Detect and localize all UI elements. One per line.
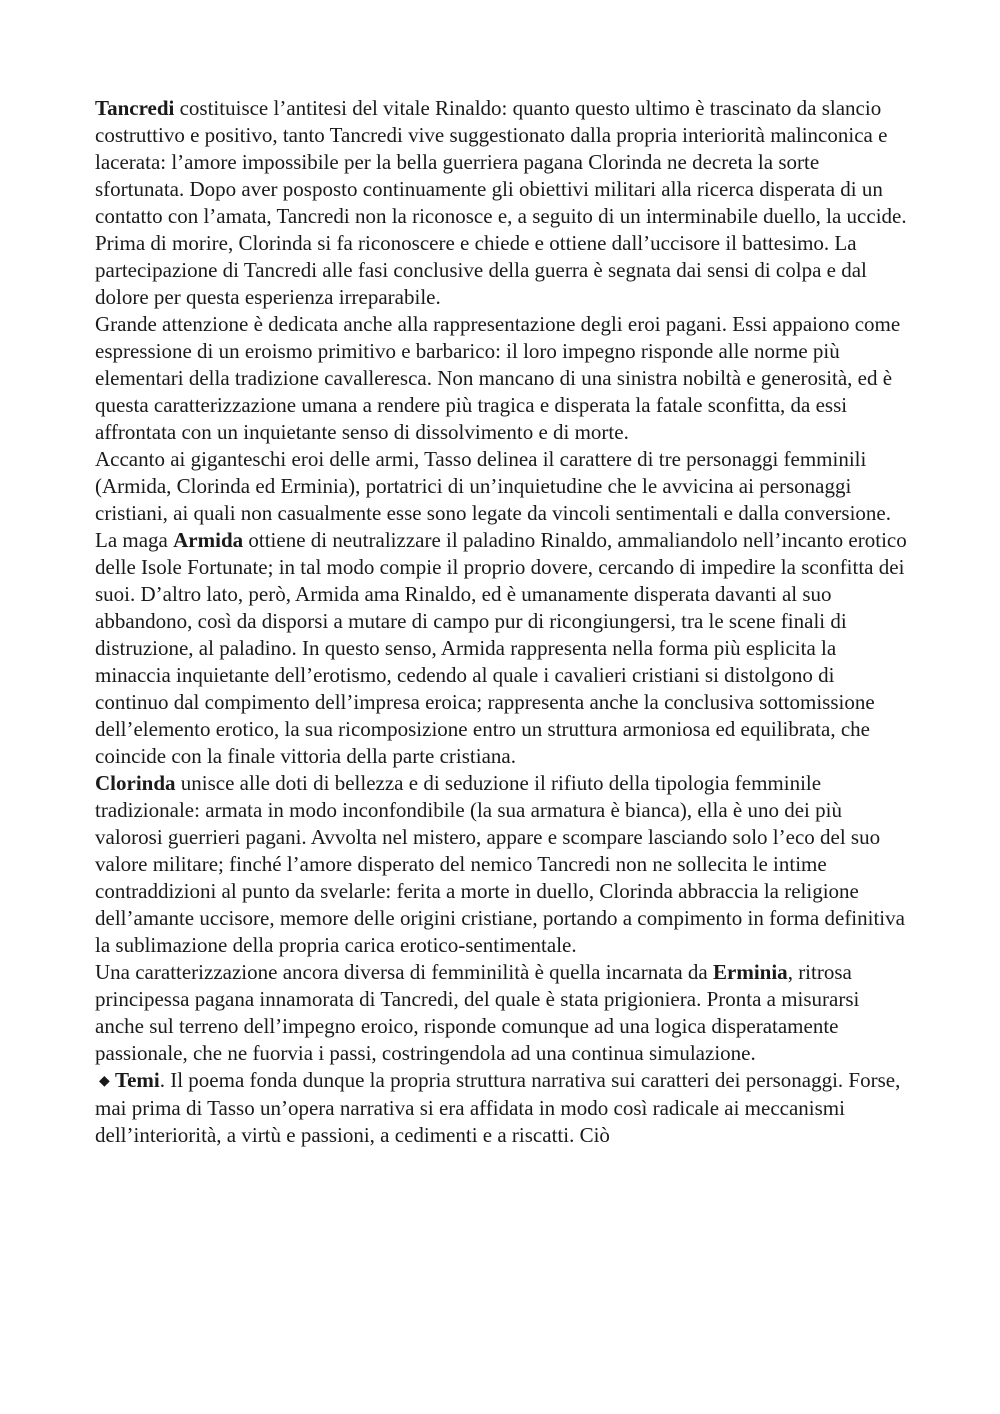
- term-tancredi: Tancredi: [95, 96, 175, 120]
- paragraph-text: ottiene di neutralizzare il paladino Rinaldo, ammaliandolo nell’incanto erotico delle Isole Fortunate; in tal modo compie il proprio dovere, cercando di impedire la sconfitta dei suoi. D’altro lato, però, Armida ama Rinaldo, ed è umanamente disperata davanti al suo abbandono, così da disporsi a mutare di campo pur di ricongiungersi, tra le scene finali di distruzione, al paladino. In questo senso, Armida rappresenta nella forma più esplicita la minaccia inquietante dell’erotismo, cedendo al quale i cavalieri cristiani si distolgono di continuo dal compimento dell’impresa eroica; rappresenta anche la conclusiva sottomissione dell’elemento erotico, la sua ricomposizione entro un struttura armoniosa ed equilibrata, che coincide con la finale vittoria della parte cristiana.: [95, 528, 907, 768]
- paragraph-text: Grande attenzione è dedicata anche alla rappresentazione degli eroi pagani. Essi appaiono come espressione di un eroismo primitivo e barbarico: il loro impegno risponde alle norme più elementari della tradizione cavalleresca. Non mancano di una sinistra nobiltà e generosità, ed è questa caratterizzazione umana a rendere più tragica e disperata la fatale sconfitta, da essi affrontata con un inquietante senso di dissolvimento e di morte.: [95, 312, 901, 444]
- paragraph-text: costituisce l’antitesi del vitale Rinaldo: quanto questo ultimo è trascinato da slancio costruttivo e positivo, tanto Tancredi vive suggestionato dalla propria interiorità malinconica e lacerata: l’amore impossibile per la bella guerriera pagana Clorinda ne decreta la sorte sfortunata. Dopo aver posposto continuamente gli obiettivi militari alla ricerca disperata di un contatto con l’amata, Tancredi non la riconosce e, a seguito di un interminabile duello, la uccide. Prima di morire, Clorinda si fa riconoscere e chiede e ottiene dall’uccisore il battesimo. La partecipazione di Tancredi alle fasi conclusive della guerra è segnata dai sensi di colpa e dal dolore per questa esperienza irreparabile.: [95, 96, 907, 309]
- paragraph-tancredi: [95, 95, 907, 311]
- paragraph-armida: [95, 527, 907, 770]
- paragraph-lead: Una caratterizzazione ancora diversa di femminilità è quella incarnata da: [95, 960, 714, 984]
- paragraph-text: unisce alle doti di bellezza e di seduzione il rifiuto della tipologia femminile tradizionale: armata in modo inconfondibile (la sua armatura è bianca), ella è uno dei più valorosi guerrieri pagani. Avvolta nel mistero, appare e scompare lasciando solo l’eco del suo valore militare; finché l’amore disperato del nemico Tancredi non ne sollecita le intime contraddizioni al punto da svelarle: ferita a morte in duello, Clorinda abbraccia la religione dell’amante uccisore, memore delle origini cristiane, portando a compimento in forma definitiva la sublimazione della propria carica erotico-sentimentale.: [95, 771, 905, 957]
- diamond-bullet-icon: ◆: [99, 1074, 110, 1089]
- term-temi: Temi: [115, 1068, 160, 1092]
- paragraph-temi: [95, 1067, 907, 1149]
- paragraph-text: . Il poema fonda dunque la propria struttura narrativa sui caratteri dei personaggi. Forse, mai prima di Tasso un’opera narrativa si era affidata in modo così radicale ai meccanismi dell’interiorità, a virtù e passioni, a cedimenti e a riscatti. Ciò: [95, 1068, 901, 1147]
- paragraph-clorinda: [95, 770, 907, 959]
- paragraph-lead: La maga: [95, 528, 174, 552]
- paragraph-text: , ritrosa principessa pagana innamorata di Tancredi, del quale è stata prigioniera. Pronta a misurarsi anche sul terreno dell’impegno eroico, risponde comunque ad una logica disperatamente passionale, che ne fuorvia i passi, costringendola ad una continua simulazione.: [95, 960, 860, 1065]
- paragraph-eroi-pagani: [95, 311, 907, 446]
- term-armida: Armida: [173, 528, 244, 552]
- term-erminia: Erminia: [713, 960, 788, 984]
- paragraph-text: Accanto ai giganteschi eroi delle armi, Tasso delinea il carattere di tre personaggi femminili (Armida, Clorinda ed Erminia), portatrici di un’inquietudine che le avvicina ai personaggi cristiani, ai quali non casualmente esse sono legate da vincoli sentimentali e dalla conversione.: [95, 447, 891, 525]
- document-page: [95, 95, 907, 1149]
- term-clorinda: Clorinda: [95, 771, 176, 795]
- paragraph-personaggi-femminili: [95, 446, 907, 527]
- paragraph-erminia: [95, 959, 907, 1067]
